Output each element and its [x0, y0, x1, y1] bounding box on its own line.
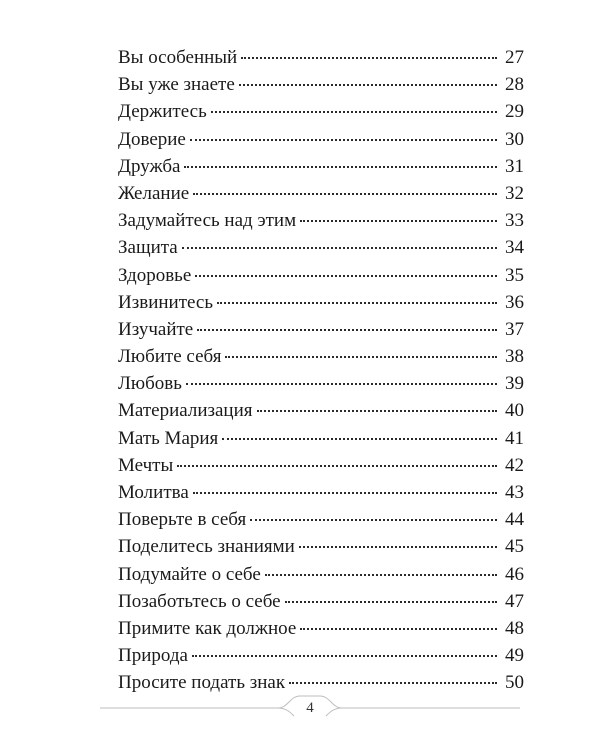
toc-entry-title: Держитесь	[118, 101, 207, 123]
dot-leader	[299, 545, 497, 548]
toc-entry-page-number: 30	[505, 128, 524, 150]
toc-entry	[118, 98, 524, 125]
toc-entry	[118, 479, 524, 506]
dot-leader	[182, 246, 497, 249]
toc-entry	[118, 289, 524, 316]
toc-entry-title: Желание	[118, 182, 190, 204]
dot-leader	[190, 138, 497, 141]
dot-leader	[192, 654, 497, 657]
toc-entry-page-number: 35	[505, 264, 524, 286]
toc-entry	[118, 126, 524, 153]
toc-entry	[118, 561, 524, 588]
toc-entry	[118, 180, 524, 207]
dot-leader	[300, 219, 497, 222]
toc-entry-title: Любите себя	[118, 346, 222, 368]
toc-entry-title: Доверие	[118, 128, 186, 150]
toc-entry-page-number: 45	[505, 536, 524, 558]
toc-entry-page-number: 46	[505, 563, 524, 585]
toc-entry	[118, 397, 524, 424]
table-of-contents	[118, 44, 524, 697]
toc-entry-title: Поделитесь знаниями	[118, 536, 295, 558]
toc-entry-page-number: 41	[505, 427, 524, 449]
toc-entry-title: Задумайтесь над этим	[118, 210, 297, 232]
dot-leader	[250, 518, 497, 521]
toc-entry-page-number: 40	[505, 400, 524, 422]
toc-entry-title: Материализация	[118, 400, 253, 422]
toc-entry-title: Мать Мария	[118, 427, 219, 449]
toc-entry-page-number: 48	[505, 617, 524, 639]
toc-entry-title: Дружба	[118, 155, 181, 177]
toc-entry-page-number: 36	[505, 291, 524, 313]
toc-entry	[118, 452, 524, 479]
toc-entry	[118, 234, 524, 261]
toc-entry	[118, 44, 524, 71]
toc-entry	[118, 343, 524, 370]
toc-entry-page-number: 47	[505, 590, 524, 612]
toc-entry	[118, 642, 524, 669]
toc-entry-page-number: 38	[505, 346, 524, 368]
dot-leader	[211, 110, 497, 113]
dot-leader	[193, 192, 497, 195]
toc-entry	[118, 262, 524, 289]
toc-entry-title: Просите подать знак	[118, 672, 286, 694]
toc-entry-page-number: 44	[505, 509, 524, 531]
dot-leader	[184, 165, 497, 168]
toc-entry	[118, 370, 524, 397]
dot-leader	[197, 328, 497, 331]
dot-leader	[289, 681, 497, 684]
toc-entry-title: Подумайте о себе	[118, 563, 261, 585]
toc-entry	[118, 71, 524, 98]
toc-entry-title: Извинитесь	[118, 291, 214, 313]
toc-entry	[118, 533, 524, 560]
dot-leader	[177, 464, 497, 467]
toc-entry-title: Позаботьтесь о себе	[118, 590, 281, 612]
toc-entry	[118, 588, 524, 615]
toc-entry-title: Вы особенный	[118, 47, 238, 68]
toc-entry-title: Мечты	[118, 454, 174, 476]
toc-entry	[118, 506, 524, 533]
toc-entry	[118, 615, 524, 642]
toc-entry-page-number: 34	[505, 237, 524, 259]
toc-entry	[118, 153, 524, 180]
toc-entry-page-number: 43	[505, 482, 524, 503]
toc-entry-title: Поверьте в себя	[118, 509, 247, 531]
toc-entry-page-number: 31	[505, 155, 524, 177]
dot-leader	[222, 437, 497, 440]
toc-entry-title: Здоровье	[118, 264, 192, 286]
toc-entry-page-number: 50	[505, 672, 524, 694]
dot-leader	[239, 83, 497, 86]
toc-entry-page-number: 28	[505, 74, 524, 96]
toc-entry-page-number: 37	[505, 318, 524, 340]
dot-leader	[186, 382, 497, 385]
toc-entry-title: Молитва	[118, 482, 189, 503]
toc-entry-page-number: 27	[505, 47, 524, 68]
toc-entry-page-number: 29	[505, 101, 524, 123]
toc-entry	[118, 316, 524, 343]
dot-leader	[300, 627, 497, 630]
toc-entry-page-number: 49	[505, 645, 524, 667]
toc-entry-title: Вы уже знаете	[118, 74, 235, 96]
dot-leader	[285, 600, 497, 603]
toc-entry-title: Изучайте	[118, 318, 194, 340]
page-footer	[100, 690, 520, 730]
dot-leader	[195, 274, 497, 277]
toc-entry-page-number: 39	[505, 373, 524, 395]
toc-entry-title: Защита	[118, 237, 178, 259]
toc-entry-title: Природа	[118, 645, 188, 667]
toc-entry-title: Примите как должное	[118, 617, 297, 639]
dot-leader	[265, 573, 497, 576]
dot-leader	[257, 409, 497, 412]
dot-leader	[225, 355, 497, 358]
toc-entry-page-number: 42	[505, 454, 524, 476]
toc-entry-title: Любовь	[118, 373, 182, 395]
toc-entry	[118, 207, 524, 234]
toc-entry	[118, 425, 524, 452]
toc-entry-page-number: 33	[505, 210, 524, 232]
dot-leader	[217, 301, 497, 304]
page-number: 4	[306, 700, 314, 716]
dot-leader	[193, 491, 497, 494]
dot-leader	[241, 56, 497, 59]
toc-entry-page-number: 32	[505, 182, 524, 204]
